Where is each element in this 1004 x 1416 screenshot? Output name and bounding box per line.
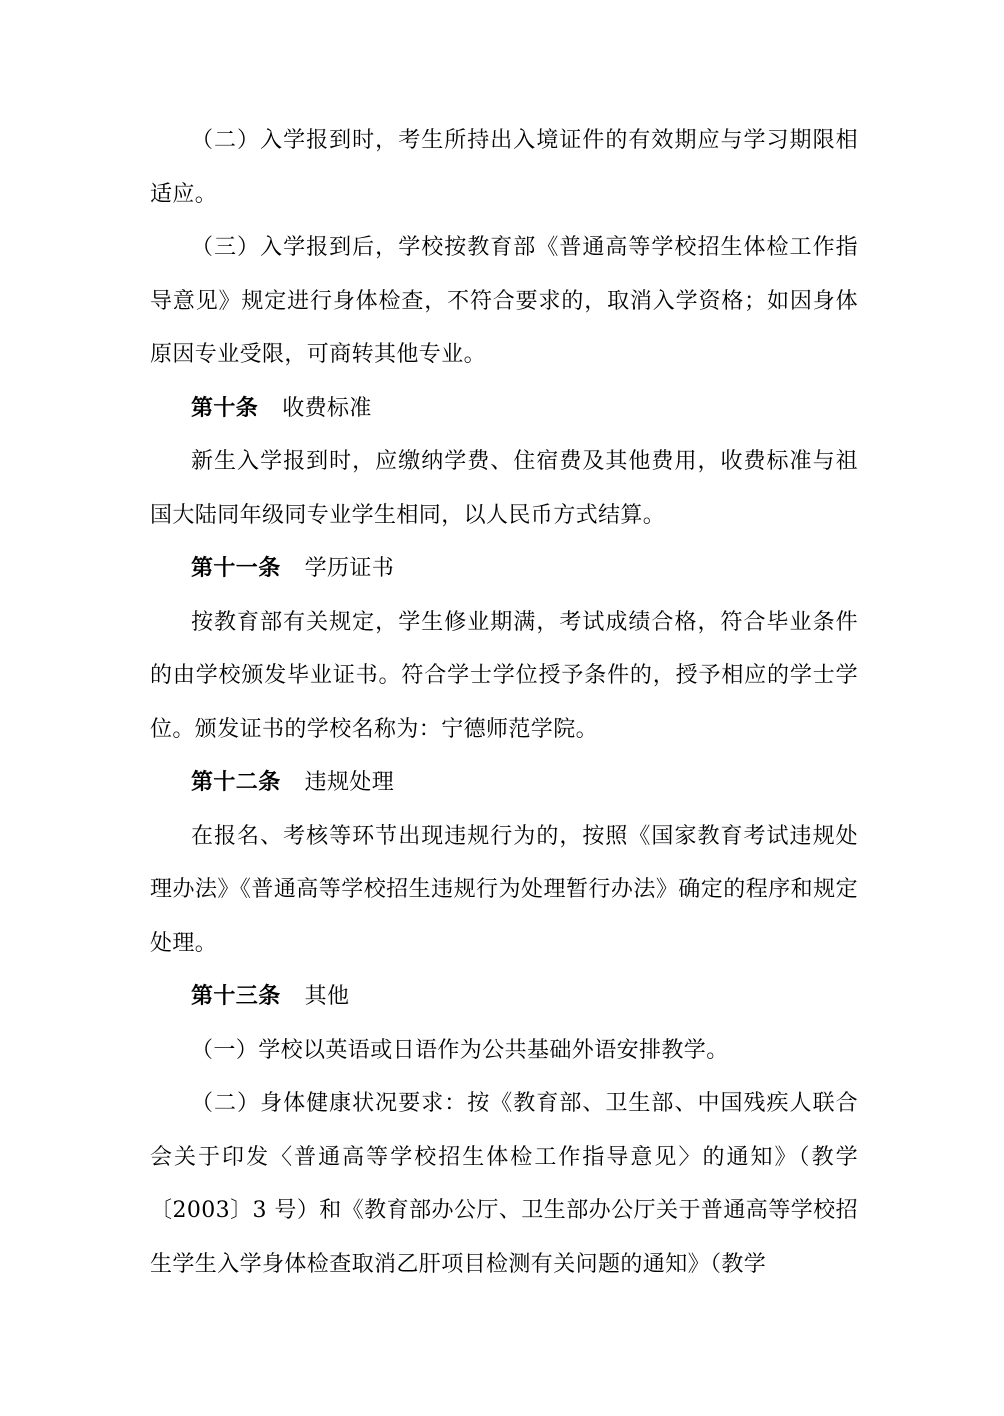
article-11-heading xyxy=(150,542,858,596)
paragraph-health-requirements: （二）身体健康状况要求：按《教育部、卫生部、中国残疾人联合会关于印发〈普通高等学校招生体检工作指导意见〉的通知》（教学〔2003〕3 号）和《教育部办公厅、卫生部办公厅关于普通高等学校招生学生入学身体检查取消乙肝项目检测有关问题的通知》（教学 xyxy=(150,1091,858,1277)
article-10-heading xyxy=(150,382,858,436)
article-number: 第十二条 xyxy=(191,770,281,795)
article-title: 学历证书 xyxy=(304,556,395,581)
article-title: 违规处理 xyxy=(304,770,395,795)
paragraph-foreign-language: （一）学校以英语或日语作为公共基础外语安排教学。 xyxy=(191,1037,729,1063)
paragraph-physical-exam: （三）入学报到后，学校按教育部《普通高等学校招生体检工作指导意见》规定进行身体检查，不符合要求的，取消入学资格；如因身体原因专业受限，可商转其他专业。 xyxy=(150,235,858,367)
article-title: 收费标准 xyxy=(282,395,372,421)
paragraph-diploma: 按教育部有关规定，学生修业期满，考试成绩合格，符合毕业条件的由学校颁发毕业证书。符合学士学位授予条件的，授予相应的学士学位。颁发证书的学校名称为：宁德师范学院。 xyxy=(150,609,858,742)
article-number: 第十条 xyxy=(191,395,259,421)
paragraph-admission-documents: （二）入学报到时，考生所持出入境证件的有效期应与学习期限相适应。 xyxy=(150,128,858,207)
article-title: 其他 xyxy=(304,984,350,1009)
article-number: 第十三条 xyxy=(191,984,281,1009)
paragraph-fees: 新生入学报到时，应缴纳学费、住宿费及其他费用，收费标准与祖国大陆同年级同专业学生相同，以人民币方式结算。 xyxy=(150,449,858,528)
document-body xyxy=(150,114,858,1291)
article-number: 第十一条 xyxy=(191,556,281,581)
article-12-heading xyxy=(150,756,858,810)
article-13-heading xyxy=(150,970,858,1024)
paragraph-violations: 在报名、考核等环节出现违规行为的，按照《国家教育考试违规处理办法》《普通高等学校招生违规行为处理暂行办法》确定的程序和规定处理。 xyxy=(150,823,858,956)
